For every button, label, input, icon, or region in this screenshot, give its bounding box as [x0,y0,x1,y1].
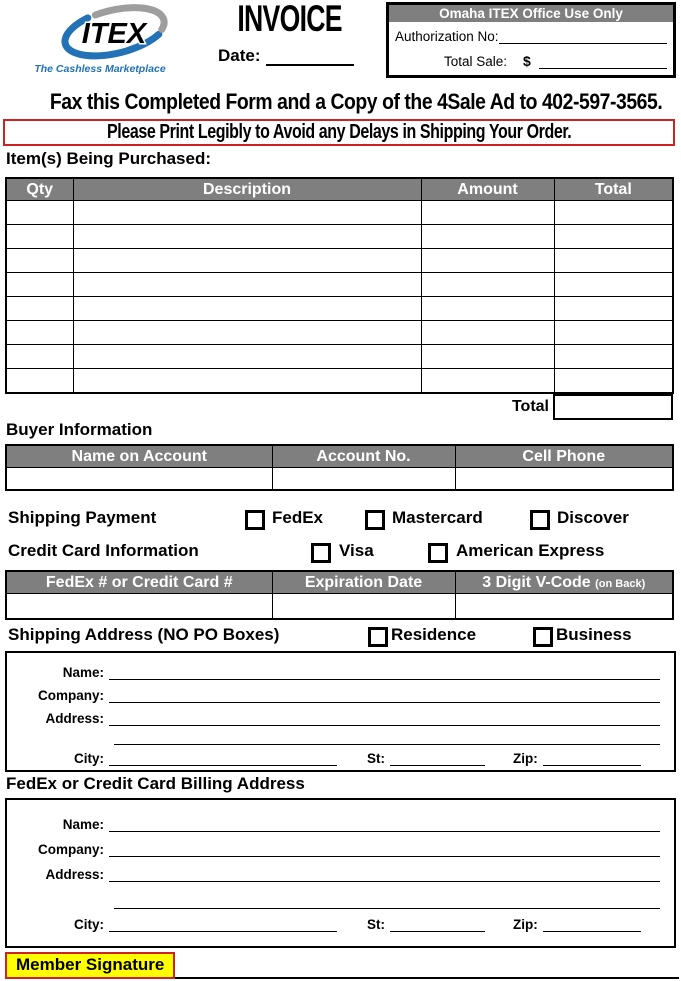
column-header-expiration: Expiration Date [272,571,455,594]
item-description-cell[interactable] [73,369,421,393]
authorization-input-line[interactable] [499,28,667,44]
billing-name-row [7,812,674,832]
items-table [5,177,674,394]
items-total-input-box[interactable] [553,394,673,420]
items-header-row [6,178,673,201]
item-row [6,249,673,273]
column-header-qty: Qty [6,178,73,201]
item-row [6,273,673,297]
billing-address-row [7,862,674,882]
itex-logo [34,2,194,69]
authorization-row [389,28,673,44]
member-signature-line[interactable] [175,965,679,979]
billing-address-line[interactable] [109,865,660,882]
shipping-name-line[interactable] [109,663,660,680]
discover-checkbox-label: Discover [557,508,629,527]
print-warning-text: Please Print Legibly to Avoid any Delays in Shipping Your Order. [106,121,572,143]
visa-checkbox[interactable] [311,543,331,563]
fax-instruction: Fax this Completed Form and a Copy of the 4Sale Ad to 402-597-3565. [49,89,663,114]
item-description-cell[interactable] [73,321,421,345]
item-row [6,321,673,345]
item-row [6,297,673,321]
item-amount-cell[interactable] [421,345,554,369]
item-qty-cell[interactable] [6,249,73,273]
state-label: St: [367,751,385,766]
business-checkbox[interactable] [533,627,553,647]
item-qty-cell[interactable] [6,369,73,393]
item-qty-cell[interactable] [6,225,73,249]
item-amount-cell[interactable] [421,297,554,321]
expiration-cell[interactable] [272,594,455,619]
item-row [6,201,673,225]
name-label: Name: [62,665,104,680]
logo-text: ITEX [81,18,147,50]
item-description-cell[interactable] [73,225,421,249]
item-description-cell[interactable] [73,249,421,273]
shipping-address-row [7,706,674,726]
state-label: St: [367,917,385,932]
credit-card-label: Credit Card Information [8,541,199,560]
total-sale-label: Total Sale: [443,54,507,69]
item-total-cell[interactable] [554,273,673,297]
item-description-cell[interactable] [73,201,421,225]
item-total-cell[interactable] [554,321,673,345]
item-total-cell[interactable] [554,201,673,225]
city-label: City: [74,751,104,766]
billing-company-line[interactable] [109,840,660,857]
fedex-checkbox-label: FedEx [272,508,324,527]
billing-address2-line[interactable] [114,882,660,909]
item-description-cell[interactable] [73,273,421,297]
shipping-address-line[interactable] [109,709,660,726]
billing-city-line[interactable] [109,915,337,932]
itex-swoosh-icon [34,2,194,64]
member-signature-label: Member Signature [5,952,175,979]
buyer-table [5,444,674,491]
item-amount-cell[interactable] [421,273,554,297]
item-qty-cell[interactable] [6,321,73,345]
total-sale-row [389,53,673,69]
shipping-city-line[interactable] [109,749,337,766]
dollar-sign: $ [523,53,531,69]
billing-address-box [5,798,676,948]
column-header-total: Total [554,178,673,201]
column-header-vcode: 3 Digit V-Code (on Back) [455,571,673,594]
date-input-line[interactable] [266,47,354,66]
shipping-address2-line[interactable] [114,726,660,745]
buyer-heading: Buyer Information [6,420,153,439]
address-label: Address: [45,711,104,726]
zip-label: Zip: [513,917,538,932]
company-label: Company: [37,688,104,703]
residence-checkbox-label: Residence [391,625,477,644]
billing-city-row [7,909,674,932]
residence-checkbox[interactable] [368,627,388,647]
vcode-cell[interactable] [455,594,673,619]
item-qty-cell[interactable] [6,297,73,321]
billing-name-line[interactable] [109,815,660,832]
member-signature-row [5,952,679,979]
card-row [6,594,673,619]
item-total-cell[interactable] [554,369,673,393]
discover-checkbox[interactable] [530,510,550,530]
item-row [6,345,673,369]
office-use-box [386,2,676,78]
fedex-checkbox[interactable] [245,510,265,530]
shipping-city-row [7,745,674,766]
shipping-company-row [7,683,674,703]
amex-checkbox-label: American Express [456,541,605,560]
column-header-name-on-account: Name on Account [6,445,272,468]
column-header-card-number: FedEx # or Credit Card # [6,571,272,594]
office-use-title: Omaha ITEX Office Use Only [389,5,673,22]
item-row [6,225,673,249]
item-row [6,369,673,393]
shipping-payment-label: Shipping Payment [8,508,157,527]
item-total-cell[interactable] [554,345,673,369]
city-label: City: [74,917,104,932]
page-title [205,0,375,40]
address-label: Address: [45,867,104,882]
print-warning-box [3,119,675,146]
date-row [218,46,354,66]
buyer-row [6,468,673,490]
item-amount-cell[interactable] [421,201,554,225]
item-amount-cell[interactable] [421,321,554,345]
item-amount-cell[interactable] [421,369,554,393]
column-header-amount: Amount [421,178,554,201]
invoice-title-text: INVOICE [237,0,343,39]
card-number-cell[interactable] [6,594,272,619]
business-checkbox-label: Business [556,625,632,644]
column-header-cell-phone: Cell Phone [455,445,673,468]
item-total-cell[interactable] [554,297,673,321]
logo-tagline: The Cashless Marketplace [34,63,166,75]
column-header-description: Description [73,178,421,201]
item-description-cell[interactable] [73,297,421,321]
shipping-address-box [5,651,676,772]
item-description-cell[interactable] [73,345,421,369]
authorization-label: Authorization No: [395,29,499,44]
billing-zip-line[interactable] [543,915,641,932]
shipping-name-row [7,660,674,680]
buyer-account-cell[interactable] [272,468,455,490]
buyer-header-row [6,445,673,468]
company-label: Company: [37,842,104,857]
item-qty-cell[interactable] [6,345,73,369]
mastercard-checkbox[interactable] [365,510,385,530]
buyer-name-cell[interactable] [6,468,272,490]
card-number-table [5,570,674,620]
item-qty-cell[interactable] [6,201,73,225]
items-heading: Item(s) Being Purchased: [6,149,211,168]
vcode-note: (on Back) [595,577,646,590]
billing-state-line[interactable] [390,915,485,932]
item-amount-cell[interactable] [421,225,554,249]
visa-checkbox-label: Visa [339,541,374,560]
zip-label: Zip: [513,751,538,766]
total-sale-input-line[interactable] [539,53,667,69]
item-amount-cell[interactable] [421,249,554,273]
shipping-company-line[interactable] [109,686,660,703]
items-total-label: Total [511,398,549,415]
shipping-address-heading: Shipping Address (NO PO Boxes) [8,625,280,644]
amex-checkbox[interactable] [428,543,448,563]
item-qty-cell[interactable] [6,273,73,297]
item-total-cell[interactable] [554,225,673,249]
mastercard-checkbox-label: Mastercard [392,508,483,527]
column-header-account-no: Account No. [272,445,455,468]
name-label: Name: [62,817,104,832]
buyer-phone-cell[interactable] [455,468,673,490]
billing-address-heading: FedEx or Credit Card Billing Address [6,774,305,793]
card-header-row [6,571,673,594]
date-label: Date: [218,46,261,65]
shipping-state-line[interactable] [390,749,485,766]
billing-company-row [7,837,674,857]
item-total-cell[interactable] [554,249,673,273]
shipping-zip-line[interactable] [543,749,641,766]
